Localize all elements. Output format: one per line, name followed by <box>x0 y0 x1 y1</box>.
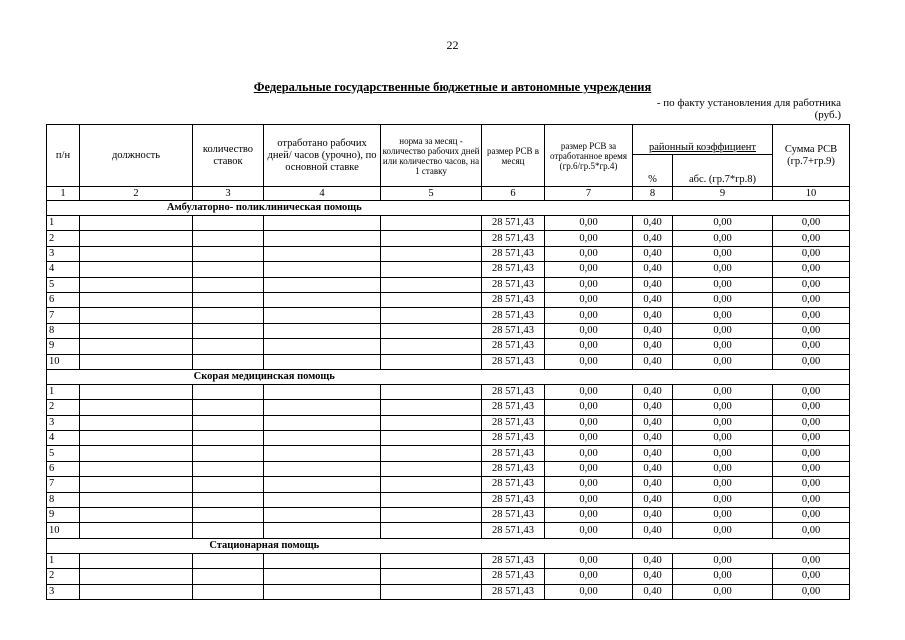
rsv-monthly-cell: 28 571,43 <box>482 477 545 492</box>
worked-time-cell <box>264 323 381 338</box>
coefficient-percent-cell: 0,40 <box>633 492 673 507</box>
coefficient-absolute-cell: 0,00 <box>673 553 773 568</box>
rsv-total-cell: 0,00 <box>773 446 850 461</box>
rsv-monthly-cell: 28 571,43 <box>482 523 545 538</box>
column-number: 2 <box>80 187 193 201</box>
position-cell <box>80 553 193 568</box>
row-number-cell: 4 <box>47 262 80 277</box>
rsv-worked-cell: 0,00 <box>545 262 633 277</box>
position-cell <box>80 477 193 492</box>
table-row <box>47 246 850 261</box>
rsv-monthly-cell: 28 571,43 <box>482 569 545 584</box>
monthly-norm-cell <box>381 400 482 415</box>
coefficient-percent-cell: 0,40 <box>633 415 673 430</box>
rate-count-cell <box>193 277 264 292</box>
coefficient-percent-cell: 0,40 <box>633 400 673 415</box>
column-number: 9 <box>673 187 773 201</box>
table-row <box>47 553 850 568</box>
row-number-cell: 6 <box>47 292 80 307</box>
monthly-norm-cell <box>381 446 482 461</box>
table-row <box>47 384 850 399</box>
row-number-cell: 2 <box>47 231 80 246</box>
position-cell <box>80 292 193 307</box>
header-monthly-norm: норма за месяц - количество рабочих дней или количество часов, на 1 ставку <box>381 125 482 187</box>
position-cell <box>80 262 193 277</box>
coefficient-percent-cell: 0,40 <box>633 216 673 231</box>
monthly-norm-cell <box>381 339 482 354</box>
position-cell <box>80 354 193 369</box>
worked-time-cell <box>264 262 381 277</box>
rsv-worked-cell: 0,00 <box>545 553 633 568</box>
section-filler <box>482 369 850 384</box>
rsv-monthly-cell: 28 571,43 <box>482 446 545 461</box>
payment-table <box>46 124 850 600</box>
worked-time-cell <box>264 400 381 415</box>
position-cell <box>80 523 193 538</box>
header-rsv-worked: размер РСВ за отработанное время (гр.6/гр.5*гр.4) <box>545 125 633 187</box>
rate-count-cell <box>193 523 264 538</box>
rsv-worked-cell: 0,00 <box>545 277 633 292</box>
coefficient-percent-cell: 0,40 <box>633 477 673 492</box>
coefficient-percent-cell: 0,40 <box>633 569 673 584</box>
rsv-total-cell: 0,00 <box>773 492 850 507</box>
coefficient-absolute-cell: 0,00 <box>673 461 773 476</box>
rate-count-cell <box>193 553 264 568</box>
rsv-monthly-cell: 28 571,43 <box>482 354 545 369</box>
worked-time-cell <box>264 584 381 599</box>
position-cell <box>80 339 193 354</box>
header-rate-count: количество ставок <box>193 125 264 187</box>
column-number: 4 <box>264 187 381 201</box>
worked-time-cell <box>264 553 381 568</box>
coefficient-percent-cell: 0,40 <box>633 354 673 369</box>
coefficient-percent-cell: 0,40 <box>633 231 673 246</box>
coefficient-percent-cell: 0,40 <box>633 246 673 261</box>
position-cell <box>80 492 193 507</box>
monthly-norm-cell <box>381 354 482 369</box>
table-row <box>47 461 850 476</box>
table-row <box>47 584 850 599</box>
rate-count-cell <box>193 384 264 399</box>
rsv-worked-cell: 0,00 <box>545 231 633 246</box>
rsv-monthly-cell: 28 571,43 <box>482 553 545 568</box>
table-row <box>47 492 850 507</box>
rsv-total-cell: 0,00 <box>773 584 850 599</box>
monthly-norm-cell <box>381 384 482 399</box>
worked-time-cell <box>264 231 381 246</box>
rsv-monthly-cell: 28 571,43 <box>482 246 545 261</box>
position-cell <box>80 384 193 399</box>
monthly-norm-cell <box>381 292 482 307</box>
row-number-cell: 6 <box>47 461 80 476</box>
document-title: Федеральные государственные бюджетные и автономные учреждения <box>253 80 652 94</box>
rsv-total-cell: 0,00 <box>773 339 850 354</box>
coefficient-absolute-cell: 0,00 <box>673 231 773 246</box>
rsv-total-cell: 0,00 <box>773 400 850 415</box>
header-regional-coefficient: районный коэффициент <box>633 125 773 155</box>
table-row <box>47 446 850 461</box>
column-number: 5 <box>381 187 482 201</box>
rate-count-cell <box>193 415 264 430</box>
coefficient-percent-cell: 0,40 <box>633 584 673 599</box>
rsv-monthly-cell: 28 571,43 <box>482 308 545 323</box>
rsv-monthly-cell: 28 571,43 <box>482 431 545 446</box>
rate-count-cell <box>193 461 264 476</box>
section-title: Стационарная помощь <box>47 538 482 553</box>
table-row <box>47 354 850 369</box>
rsv-monthly-cell: 28 571,43 <box>482 461 545 476</box>
position-cell <box>80 323 193 338</box>
rsv-worked-cell: 0,00 <box>545 384 633 399</box>
coefficient-percent-cell: 0,40 <box>633 384 673 399</box>
coefficient-absolute-cell: 0,00 <box>673 584 773 599</box>
row-number-cell: 3 <box>47 415 80 430</box>
position-cell <box>80 231 193 246</box>
monthly-norm-cell <box>381 231 482 246</box>
rate-count-cell <box>193 216 264 231</box>
header-worked-time: отработано рабочих дней/ часов (урочно), по основной ставке <box>264 125 381 187</box>
rsv-worked-cell: 0,00 <box>545 492 633 507</box>
row-number-cell: 3 <box>47 246 80 261</box>
monthly-norm-cell <box>381 308 482 323</box>
rsv-total-cell: 0,00 <box>773 277 850 292</box>
row-number-cell: 5 <box>47 446 80 461</box>
section-header-row <box>47 538 850 553</box>
monthly-norm-cell <box>381 415 482 430</box>
rsv-total-cell: 0,00 <box>773 216 850 231</box>
row-number-cell: 10 <box>47 354 80 369</box>
coefficient-percent-cell: 0,40 <box>633 339 673 354</box>
position-cell <box>80 461 193 476</box>
rsv-monthly-cell: 28 571,43 <box>482 508 545 523</box>
basis-note: - по факту установления для работника <box>656 97 841 109</box>
currency-unit: (руб.) <box>814 109 841 121</box>
rsv-worked-cell: 0,00 <box>545 461 633 476</box>
worked-time-cell <box>264 569 381 584</box>
table-row <box>47 231 850 246</box>
coefficient-absolute-cell: 0,00 <box>673 216 773 231</box>
header-position: должность <box>80 125 193 187</box>
monthly-norm-cell <box>381 584 482 599</box>
coefficient-percent-cell: 0,40 <box>633 508 673 523</box>
position-cell <box>80 584 193 599</box>
rate-count-cell <box>193 569 264 584</box>
rsv-monthly-cell: 28 571,43 <box>482 231 545 246</box>
table-row <box>47 262 850 277</box>
worked-time-cell <box>264 446 381 461</box>
coefficient-percent-cell: 0,40 <box>633 308 673 323</box>
position-cell <box>80 508 193 523</box>
worked-time-cell <box>264 216 381 231</box>
rate-count-cell <box>193 339 264 354</box>
rsv-worked-cell: 0,00 <box>545 584 633 599</box>
coefficient-absolute-cell: 0,00 <box>673 400 773 415</box>
rsv-total-cell: 0,00 <box>773 308 850 323</box>
row-number-cell: 8 <box>47 323 80 338</box>
header-row-number: п/н <box>47 125 80 187</box>
rsv-monthly-cell: 28 571,43 <box>482 262 545 277</box>
worked-time-cell <box>264 508 381 523</box>
header-rsv-monthly: размер РСВ в месяц <box>482 125 545 187</box>
coefficient-absolute-cell: 0,00 <box>673 415 773 430</box>
section-header-row <box>47 369 850 384</box>
coefficient-percent-cell: 0,40 <box>633 262 673 277</box>
rsv-monthly-cell: 28 571,43 <box>482 323 545 338</box>
rsv-worked-cell: 0,00 <box>545 246 633 261</box>
section-title: Скорая медицинская помощь <box>47 369 482 384</box>
monthly-norm-cell <box>381 477 482 492</box>
worked-time-cell <box>264 431 381 446</box>
row-number-cell: 4 <box>47 431 80 446</box>
table-row <box>47 216 850 231</box>
rsv-worked-cell: 0,00 <box>545 446 633 461</box>
position-cell <box>80 308 193 323</box>
rsv-worked-cell: 0,00 <box>545 216 633 231</box>
column-number: 7 <box>545 187 633 201</box>
table-row <box>47 431 850 446</box>
position-cell <box>80 277 193 292</box>
rate-count-cell <box>193 492 264 507</box>
monthly-norm-cell <box>381 523 482 538</box>
position-cell <box>80 446 193 461</box>
monthly-norm-cell <box>381 246 482 261</box>
rsv-total-cell: 0,00 <box>773 461 850 476</box>
row-number-cell: 10 <box>47 523 80 538</box>
worked-time-cell <box>264 292 381 307</box>
table-row <box>47 339 850 354</box>
header-coefficient-percent: % <box>633 155 673 187</box>
rate-count-cell <box>193 354 264 369</box>
rsv-total-cell: 0,00 <box>773 384 850 399</box>
rate-count-cell <box>193 308 264 323</box>
worked-time-cell <box>264 523 381 538</box>
rate-count-cell <box>193 431 264 446</box>
coefficient-absolute-cell: 0,00 <box>673 292 773 307</box>
column-number: 3 <box>193 187 264 201</box>
rsv-monthly-cell: 28 571,43 <box>482 584 545 599</box>
worked-time-cell <box>264 492 381 507</box>
rsv-monthly-cell: 28 571,43 <box>482 292 545 307</box>
rsv-worked-cell: 0,00 <box>545 354 633 369</box>
rsv-worked-cell: 0,00 <box>545 523 633 538</box>
rsv-worked-cell: 0,00 <box>545 323 633 338</box>
column-number-row <box>47 187 850 201</box>
rate-count-cell <box>193 508 264 523</box>
rate-count-cell <box>193 246 264 261</box>
row-number-cell: 2 <box>47 400 80 415</box>
column-number: 6 <box>482 187 545 201</box>
rsv-monthly-cell: 28 571,43 <box>482 400 545 415</box>
rsv-total-cell: 0,00 <box>773 246 850 261</box>
coefficient-absolute-cell: 0,00 <box>673 523 773 538</box>
table-row <box>47 523 850 538</box>
worked-time-cell <box>264 461 381 476</box>
rate-count-cell <box>193 262 264 277</box>
section-filler <box>482 201 850 216</box>
row-number-cell: 7 <box>47 477 80 492</box>
coefficient-percent-cell: 0,40 <box>633 461 673 476</box>
coefficient-percent-cell: 0,40 <box>633 446 673 461</box>
rsv-total-cell: 0,00 <box>773 354 850 369</box>
worked-time-cell <box>264 308 381 323</box>
row-number-cell: 3 <box>47 584 80 599</box>
column-number: 10 <box>773 187 850 201</box>
rsv-worked-cell: 0,00 <box>545 292 633 307</box>
rsv-worked-cell: 0,00 <box>545 431 633 446</box>
rate-count-cell <box>193 446 264 461</box>
rsv-monthly-cell: 28 571,43 <box>482 339 545 354</box>
row-number-cell: 7 <box>47 308 80 323</box>
coefficient-absolute-cell: 0,00 <box>673 569 773 584</box>
worked-time-cell <box>264 246 381 261</box>
row-number-cell: 1 <box>47 216 80 231</box>
worked-time-cell <box>264 415 381 430</box>
monthly-norm-cell <box>381 461 482 476</box>
rsv-total-cell: 0,00 <box>773 323 850 338</box>
rsv-total-cell: 0,00 <box>773 477 850 492</box>
table-row <box>47 508 850 523</box>
rsv-total-cell: 0,00 <box>773 262 850 277</box>
rsv-worked-cell: 0,00 <box>545 477 633 492</box>
coefficient-absolute-cell: 0,00 <box>673 354 773 369</box>
table-row <box>47 415 850 430</box>
monthly-norm-cell <box>381 262 482 277</box>
rsv-total-cell: 0,00 <box>773 292 850 307</box>
table-row <box>47 477 850 492</box>
monthly-norm-cell <box>381 553 482 568</box>
coefficient-absolute-cell: 0,00 <box>673 508 773 523</box>
rsv-total-cell: 0,00 <box>773 431 850 446</box>
coefficient-absolute-cell: 0,00 <box>673 323 773 338</box>
monthly-norm-cell <box>381 569 482 584</box>
position-cell <box>80 400 193 415</box>
page-number: 22 <box>446 38 459 52</box>
worked-time-cell <box>264 277 381 292</box>
coefficient-percent-cell: 0,40 <box>633 523 673 538</box>
coefficient-absolute-cell: 0,00 <box>673 262 773 277</box>
coefficient-absolute-cell: 0,00 <box>673 477 773 492</box>
monthly-norm-cell <box>381 492 482 507</box>
table-row <box>47 323 850 338</box>
coefficient-absolute-cell: 0,00 <box>673 277 773 292</box>
rate-count-cell <box>193 477 264 492</box>
position-cell <box>80 216 193 231</box>
rsv-worked-cell: 0,00 <box>545 339 633 354</box>
rsv-total-cell: 0,00 <box>773 508 850 523</box>
rsv-total-cell: 0,00 <box>773 553 850 568</box>
rsv-worked-cell: 0,00 <box>545 415 633 430</box>
coefficient-percent-cell: 0,40 <box>633 292 673 307</box>
coefficient-absolute-cell: 0,00 <box>673 446 773 461</box>
rsv-total-cell: 0,00 <box>773 231 850 246</box>
coefficient-absolute-cell: 0,00 <box>673 384 773 399</box>
table-row <box>47 569 850 584</box>
rsv-monthly-cell: 28 571,43 <box>482 384 545 399</box>
section-title: Амбулаторно- поликлиническая помощь <box>47 201 482 216</box>
coefficient-percent-cell: 0,40 <box>633 431 673 446</box>
rate-count-cell <box>193 400 264 415</box>
rsv-worked-cell: 0,00 <box>545 569 633 584</box>
rsv-monthly-cell: 28 571,43 <box>482 492 545 507</box>
table-row <box>47 308 850 323</box>
coefficient-absolute-cell: 0,00 <box>673 308 773 323</box>
rsv-monthly-cell: 28 571,43 <box>482 277 545 292</box>
coefficient-absolute-cell: 0,00 <box>673 492 773 507</box>
row-number-cell: 1 <box>47 553 80 568</box>
monthly-norm-cell <box>381 431 482 446</box>
monthly-norm-cell <box>381 508 482 523</box>
rsv-total-cell: 0,00 <box>773 523 850 538</box>
rate-count-cell <box>193 323 264 338</box>
position-cell <box>80 431 193 446</box>
rsv-monthly-cell: 28 571,43 <box>482 216 545 231</box>
coefficient-absolute-cell: 0,00 <box>673 339 773 354</box>
position-cell <box>80 246 193 261</box>
coefficient-percent-cell: 0,40 <box>633 553 673 568</box>
row-number-cell: 1 <box>47 384 80 399</box>
monthly-norm-cell <box>381 216 482 231</box>
coefficient-percent-cell: 0,40 <box>633 323 673 338</box>
position-cell <box>80 415 193 430</box>
column-number: 1 <box>47 187 80 201</box>
header-coefficient-absolute: абс. (гр.7*гр.8) <box>673 155 773 187</box>
worked-time-cell <box>264 384 381 399</box>
worked-time-cell <box>264 339 381 354</box>
rsv-worked-cell: 0,00 <box>545 308 633 323</box>
row-number-cell: 5 <box>47 277 80 292</box>
rate-count-cell <box>193 292 264 307</box>
rsv-total-cell: 0,00 <box>773 415 850 430</box>
worked-time-cell <box>264 354 381 369</box>
row-number-cell: 2 <box>47 569 80 584</box>
table-row <box>47 277 850 292</box>
column-number: 8 <box>633 187 673 201</box>
row-number-cell: 8 <box>47 492 80 507</box>
coefficient-absolute-cell: 0,00 <box>673 246 773 261</box>
rsv-total-cell: 0,00 <box>773 569 850 584</box>
table-row <box>47 400 850 415</box>
row-number-cell: 9 <box>47 339 80 354</box>
coefficient-absolute-cell: 0,00 <box>673 431 773 446</box>
table-body <box>47 187 850 600</box>
worked-time-cell <box>264 477 381 492</box>
rsv-worked-cell: 0,00 <box>545 508 633 523</box>
section-header-row <box>47 201 850 216</box>
rsv-monthly-cell: 28 571,43 <box>482 415 545 430</box>
table-row <box>47 292 850 307</box>
monthly-norm-cell <box>381 277 482 292</box>
rsv-worked-cell: 0,00 <box>545 400 633 415</box>
rate-count-cell <box>193 231 264 246</box>
position-cell <box>80 569 193 584</box>
header-rsv-total: Сумма РСВ (гр.7+гр.9) <box>773 125 850 187</box>
row-number-cell: 9 <box>47 508 80 523</box>
section-filler <box>482 538 850 553</box>
rate-count-cell <box>193 584 264 599</box>
monthly-norm-cell <box>381 323 482 338</box>
coefficient-percent-cell: 0,40 <box>633 277 673 292</box>
